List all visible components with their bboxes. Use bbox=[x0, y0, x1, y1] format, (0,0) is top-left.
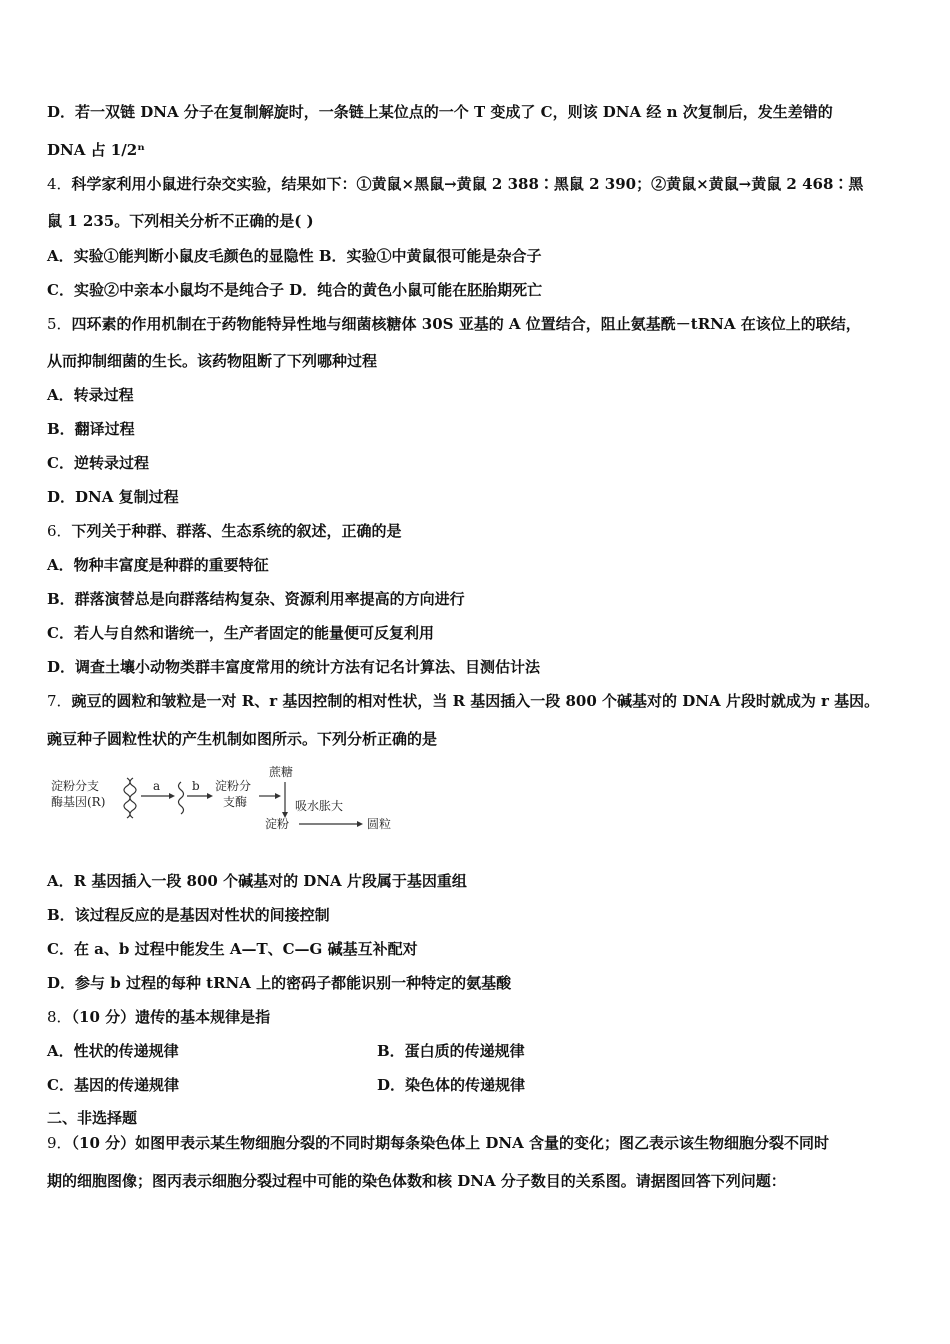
q9-stem-line2: 期的细胞图像；图丙表示细胞分裂过程中可能的染色体数和核 DNA 分子数目的关系图。请据图回答下列问题： bbox=[47, 1172, 786, 1190]
q5-option-c: C．逆转录过程 bbox=[47, 454, 149, 472]
starch-label: 淀粉 bbox=[265, 817, 290, 831]
q6-number: 6． bbox=[47, 522, 72, 540]
q5-stem-line1 bbox=[47, 314, 861, 334]
q9-stem-line1 bbox=[47, 1133, 829, 1153]
q5-option-d: D．DNA 复制过程 bbox=[47, 488, 179, 506]
pea-starch-mechanism-diagram bbox=[47, 760, 407, 840]
enzyme-label-2: 支酶 bbox=[223, 795, 248, 809]
q9-number: 9． bbox=[47, 1134, 72, 1152]
q8-option-b: B．蛋白质的传递规律 bbox=[377, 1042, 525, 1060]
q4-options-ab: A．实验①能判断小鼠皮毛颜色的显隐性 B．实验①中黄鼠很可能是杂合子 bbox=[47, 247, 542, 265]
section-heading-non-choice: 二、非选择题 bbox=[47, 1109, 138, 1127]
dna-double-helix-icon bbox=[124, 778, 136, 818]
round-label: 圆粒 bbox=[367, 817, 392, 831]
q7-number: 7． bbox=[47, 692, 72, 710]
q8-number: 8． bbox=[47, 1008, 72, 1026]
q8-option-d: D．染色体的传递规律 bbox=[377, 1076, 526, 1094]
q8-option-a: A．性状的传递规律 bbox=[47, 1042, 179, 1060]
q8-stem-text: （10 分）遗传的基本规律是指 bbox=[71, 1008, 271, 1026]
q7-stem-line1 bbox=[47, 691, 879, 711]
q4-options-cd: C．实验②中亲本小鼠均不是纯合子 D．纯合的黄色小鼠可能在胚胎期死亡 bbox=[47, 281, 543, 299]
q4-stem-line2: 鼠 1 235。下列相关分析不正确的是( ) bbox=[47, 212, 314, 230]
q5-option-b: B．翻译过程 bbox=[47, 420, 135, 438]
q7-option-d: D．参与 b 过程的每种 tRNA 上的密码子都能识别一种特定的氨基酸 bbox=[47, 974, 512, 992]
water-label: 吸水胀大 bbox=[295, 799, 344, 813]
arrow-b-head bbox=[207, 793, 213, 799]
q9-stem-text: （10 分）如图甲表示某生物细胞分裂的不同时期每条染色体上 DNA 含量的变化；图乙表示该生物细胞分裂不同时 bbox=[71, 1134, 829, 1152]
enzyme-arrow-head bbox=[275, 793, 281, 799]
mrna-strand-icon bbox=[179, 782, 184, 814]
q6-stem-text: 下列关于种群、群落、生态系统的叙述，正确的是 bbox=[71, 522, 402, 540]
q6-option-d: D．调查土壤小动物类群丰富度常用的统计方法有记名计算法、目测估计法 bbox=[47, 658, 541, 676]
q5-option-a: A．转录过程 bbox=[47, 386, 134, 404]
q4-number: 4． bbox=[47, 175, 72, 193]
q3-option-d-line1: D．若一双链 DNA 分子在复制解旋时，一条链上某位点的一个 T 变成了 C，则该 DNA 经 n 次复制后，发生差错的 bbox=[47, 103, 833, 121]
q6-option-c: C．若人与自然和谐统一，生产者固定的能量便可反复利用 bbox=[47, 624, 434, 642]
arrow-a-label: a bbox=[153, 779, 161, 793]
q7-option-a: A．R 基因插入一段 800 个碱基对的 DNA 片段属于基因重组 bbox=[47, 872, 467, 890]
q4-stem-line1 bbox=[47, 174, 863, 194]
sucrose-label: 蔗糖 bbox=[269, 765, 294, 779]
gene-label-2: 酶基因(R) bbox=[51, 795, 106, 809]
arrow-b-label: b bbox=[192, 779, 200, 793]
q6-option-b: B．群落演替总是向群落结构复杂、资源利用率提高的方向进行 bbox=[47, 590, 465, 608]
q5-number: 5． bbox=[47, 315, 72, 333]
q4-stem-text: 科学家利用小鼠进行杂交实验，结果如下：①黄鼠×黑鼠→黄鼠 2 388∶黑鼠 2 390；②黄鼠×黄鼠→黄鼠 2 468∶黑 bbox=[71, 175, 864, 193]
gene-label-1: 淀粉分支 bbox=[51, 779, 100, 793]
q7-stem-text: 豌豆的圆粒和皱粒是一对 R、r 基因控制的相对性状，当 R 基因插入一段 800 个碱基对的 DNA 片段时就成为 r 基因。 bbox=[71, 692, 880, 710]
arrow-a-head bbox=[169, 793, 175, 799]
q5-stem-line2: 从而抑制细菌的生长。该药物阻断了下列哪种过程 bbox=[47, 352, 378, 370]
starch-to-round-arrow-head bbox=[357, 821, 363, 827]
q3-option-d-line2: DNA 占 1/2ⁿ bbox=[47, 141, 145, 159]
enzyme-label-1: 淀粉分 bbox=[215, 779, 252, 793]
q7-option-c: C．在 a、b 过程中能发生 A—T、C—G 碱基互补配对 bbox=[47, 940, 418, 958]
q8-option-c: C．基因的传递规律 bbox=[47, 1076, 179, 1094]
q6-stem bbox=[47, 521, 402, 541]
q6-option-a: A．物种丰富度是种群的重要特征 bbox=[47, 556, 269, 574]
q5-stem-text: 四环素的作用机制在于药物能特异性地与细菌核糖体 30S 亚基的 A 位置结合，阻止氨基酰－tRNA 在该位上的联结， bbox=[71, 315, 861, 333]
q7-stem-line2: 豌豆种子圆粒性状的产生机制如图所示。下列分析正确的是 bbox=[47, 730, 438, 748]
q8-stem bbox=[47, 1007, 270, 1027]
q7-option-b: B．该过程反应的是基因对性状的间接控制 bbox=[47, 906, 330, 924]
